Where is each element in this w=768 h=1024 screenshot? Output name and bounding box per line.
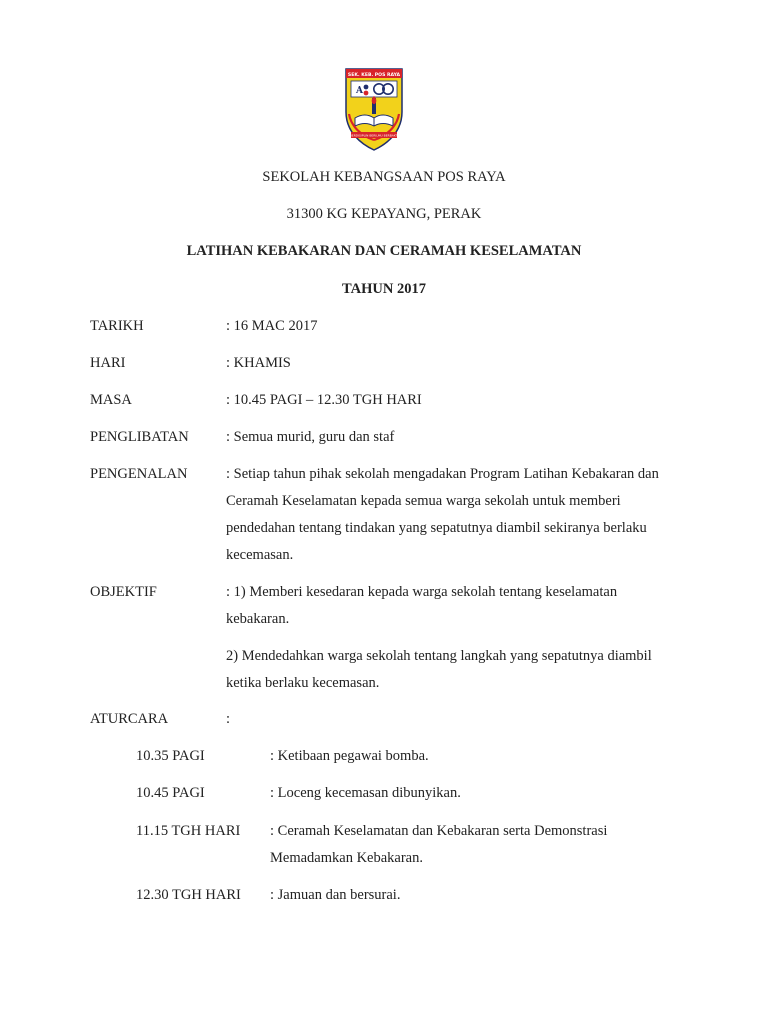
masa-label: MASA (90, 392, 132, 408)
tarikh-label: TARIKH (90, 318, 144, 334)
schedule-time: 11.15 TGH HARI (136, 823, 241, 839)
document-title: LATIHAN KEBAKARAN DAN CERAMAH KESELAMATAN (186, 243, 582, 259)
objektif-line: ketika berlaku kecemasan. (226, 675, 380, 691)
pengenalan-line: pendedahan tentang tindakan yang sepatutnya diambil sekiranya berlaku (226, 520, 647, 536)
objektif-item-1 (226, 583, 686, 637)
aturcara-value: : (226, 711, 231, 727)
document-year: TAHUN 2017 (342, 281, 426, 297)
pengenalan-line: : Setiap tahun pihak sekolah mengadakan Program Latihan Kebakaran dan (226, 466, 659, 482)
schedule-time: 10.45 PAGI (136, 785, 205, 801)
objektif-label: OBJEKTIF (90, 584, 157, 600)
pengenalan-paragraph (226, 465, 686, 573)
schedule-time: 10.35 PAGI (136, 748, 205, 764)
penglibatan-value: : Semua murid, guru dan staf (226, 429, 395, 445)
pengenalan-line: Ceramah Keselamatan kepada semua warga sekolah untuk memberi (226, 493, 621, 509)
masa-value: : 10.45 PAGI – 12.30 TGH HARI (226, 392, 422, 408)
schedule-desc-line: Memadamkan Kebakaran. (270, 850, 423, 866)
tarikh-value: : 16 MAC 2017 (226, 318, 318, 334)
school-crest-logo (343, 66, 405, 152)
school-address: 31300 KG KEPAYANG, PERAK (286, 206, 482, 222)
svg-text:A: A (356, 86, 363, 96)
schedule-desc (270, 822, 690, 876)
schedule-desc (270, 784, 690, 811)
hari-value: : KHAMIS (226, 355, 291, 371)
pengenalan-label: PENGENALAN (90, 466, 188, 482)
objektif-line: 2) Mendedahkan warga sekolah tentang langkah yang sepatutnya diambil (226, 648, 652, 664)
penglibatan-label: PENGLIBATAN (90, 429, 189, 445)
pengenalan-line: kecemasan. (226, 547, 294, 563)
schedule-desc-line: : Loceng kecemasan dibunyikan. (270, 785, 461, 801)
schedule-desc (270, 886, 690, 913)
crest-motto-text: BERDISIPLIN BERILMU BERBAKTI (349, 133, 399, 138)
crest-banner-text: SEK. KEB. POS RAYA (347, 73, 401, 78)
schedule-time: 12.30 TGH HARI (136, 887, 241, 903)
schedule-desc (270, 747, 690, 774)
schedule-desc-line: : Jamuan dan bersurai. (270, 887, 401, 903)
school-name: SEKOLAH KEBANGSAAN POS RAYA (262, 169, 506, 185)
schedule-desc-line: : Ceramah Keselamatan dan Kebakaran serta Demonstrasi (270, 823, 608, 839)
objektif-item-2 (226, 647, 686, 701)
aturcara-label: ATURCARA (90, 711, 169, 727)
objektif-line: kebakaran. (226, 611, 290, 627)
objektif-line: : 1) Memberi kesedaran kepada warga sekolah tentang keselamatan (226, 584, 618, 600)
schedule-desc-line: : Ketibaan pegawai bomba. (270, 748, 429, 764)
hari-label: HARI (90, 355, 126, 371)
